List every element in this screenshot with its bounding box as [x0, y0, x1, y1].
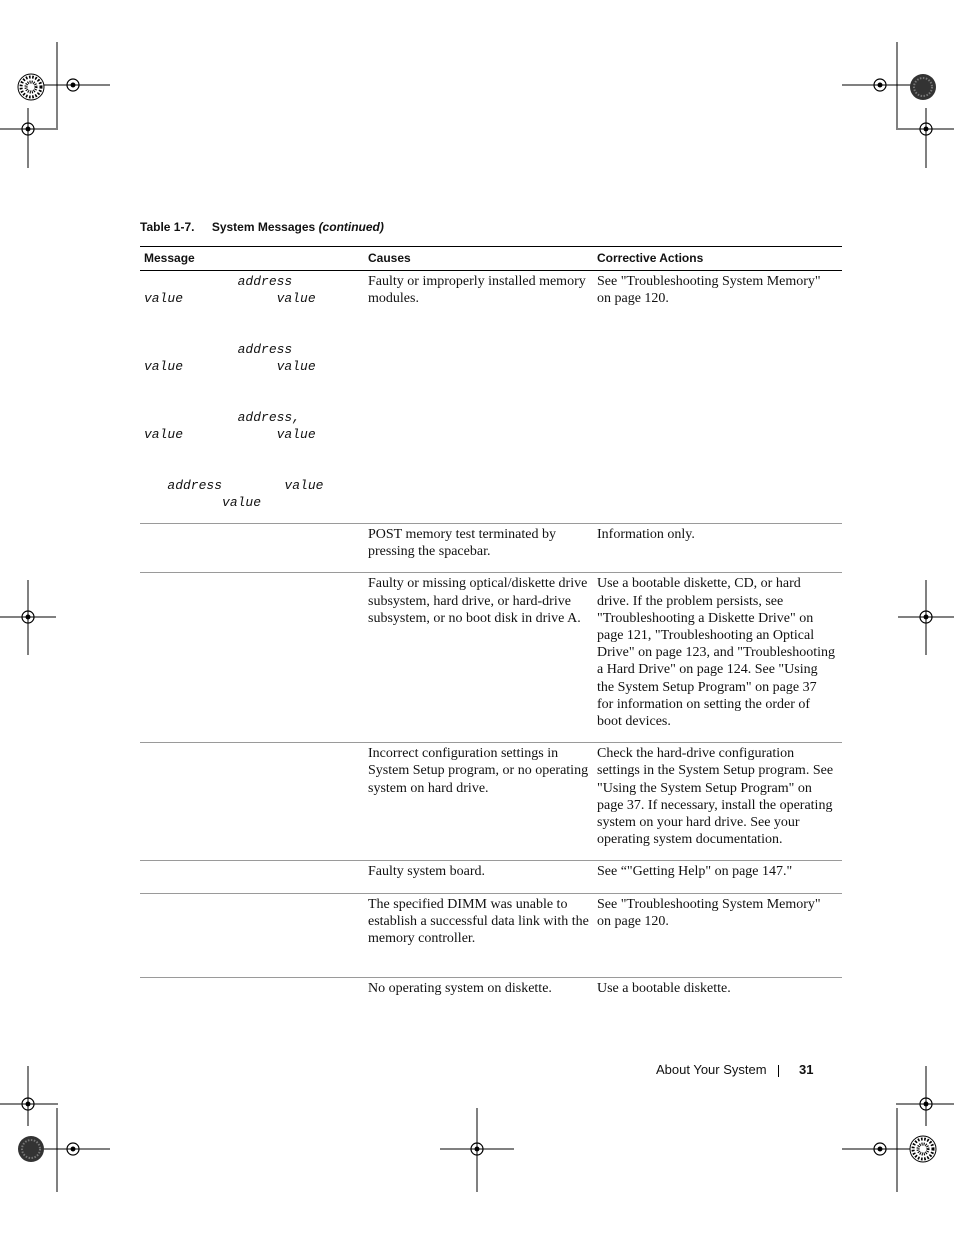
table-continued: (continued): [318, 220, 384, 234]
cause-cell: Faulty or missing optical/diskette drive subsystem, hard drive, or hard-drive subsystem, or no boot disk in drive A.: [368, 573, 597, 743]
message-text: address value value address value value address, value value address value value: [144, 274, 324, 510]
table-title: System Messages: [211, 220, 316, 234]
page-number: 31: [799, 1062, 814, 1077]
header-message: Message: [140, 247, 368, 271]
action-cell: See “"Getting Help" on page 147.": [597, 861, 842, 893]
action-cell: Use a bootable diskette.: [597, 981, 731, 997]
cause-cell: No operating system on diskette.: [368, 981, 552, 997]
cause-cell: The specified DIMM was unable to establish a successful data link with the memory controller.: [368, 893, 597, 978]
cause-cell: Faulty or improperly installed memory modules.: [368, 271, 597, 524]
cause-cell: POST memory test terminated by pressing the spacebar.: [368, 524, 597, 573]
header-causes: Causes: [368, 247, 597, 271]
footer-section-title: About Your System: [656, 1062, 767, 1077]
action-cell: See "Troubleshooting System Memory" on page 120.: [597, 271, 842, 524]
header-corrective-actions: Corrective Actions: [597, 247, 842, 271]
action-cell: Check the hard-drive configuration settings in the System Setup program. See "Using the System Setup Program" on page 37. If necessary, install the operating system on your hard drive. See your operating system documentation.: [597, 743, 842, 861]
action-cell: Use a bootable diskette, CD, or hard drive. If the problem persists, see "Troubleshooting a Diskette Drive" on page 121, "Troubleshooting an Optical Drive" on page 123, and "Troubleshooting a Hard Drive" on page 124. See "Using the System Setup Program" on page 37 for information on setting the order of boot devices.: [597, 573, 842, 743]
table-number: Table 1-7.: [140, 220, 195, 234]
action-cell: Information only.: [597, 524, 842, 573]
cause-cell: Faulty system board.: [368, 861, 597, 893]
cause-cell: Incorrect configuration settings in System Setup program, or no operating system on hard drive.: [368, 743, 597, 861]
action-cell: See "Troubleshooting System Memory" on page 120.: [597, 893, 842, 978]
